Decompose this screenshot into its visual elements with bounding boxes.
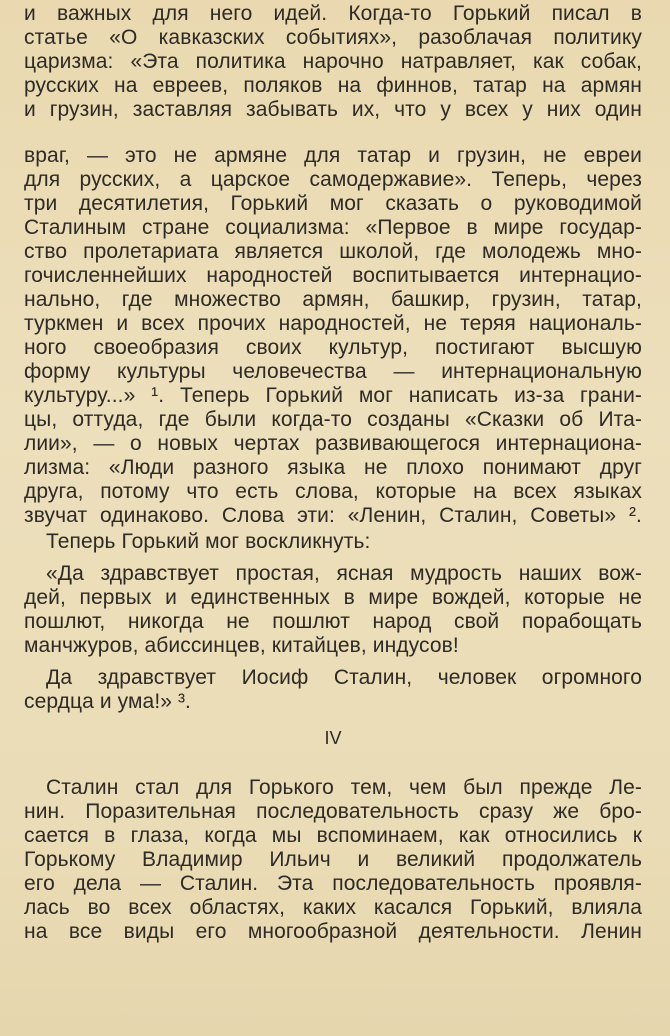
text-line: форму культуры человечества — интернациональную <box>24 360 642 383</box>
quote-line: «Да здравствует простая, ясная мудрость наших вож- <box>46 562 642 585</box>
text-line: царизма: «Эта политика нарочно натравляет, как собак, <box>24 50 642 73</box>
text-line: Сталиным стране социализма: «Первое в мире государ- <box>24 216 642 239</box>
quote-line: дей, первых и единственных в мире вождей, которые не <box>24 586 642 609</box>
text-line: ство пролетариата является школой, где молодежь мно- <box>24 240 642 263</box>
text-line: Горькому Владимир Ильич и великий продолжатель <box>24 848 642 871</box>
text-line: нально, где множество армян, башкир, грузин, татар, <box>24 288 642 311</box>
text-line: цы, оттуда, где были когда-то созданы «Сказки об Ита- <box>24 408 642 431</box>
text-line: три десятилетия, Горький мог сказать о руководимой <box>24 192 642 215</box>
quote-line: пошлют, никогда не пошлют народ свой порабощать <box>24 610 642 633</box>
text-line: и важных для него идей. Когда-то Горький писал в <box>24 2 642 25</box>
text-line: сается в глаза, когда мы вспоминаем, как относились к <box>24 824 642 847</box>
text-line: для русских, а царское самодержавие». Теперь, через <box>24 168 642 191</box>
text-line: и грузин, заставляя забывать их, что у всех у них один <box>24 98 642 121</box>
quote-line: манчжуров, абиссинцев, китайцев, индусов! <box>24 634 459 657</box>
text-line: лизма: «Люди разного языка не плохо понимают друг <box>24 456 642 479</box>
text-line: звучат одинаково. Слова эти: «Ленин, Сталин, Советы» ². <box>24 504 642 527</box>
text-line: статье «О кавказских событиях», разоблачая политику <box>24 26 642 49</box>
quote-line: сердца и ума!» ³. <box>24 690 191 713</box>
section-heading: IV <box>324 728 342 748</box>
text-line: его дела — Сталин. Эта последовательность проявля- <box>24 872 642 895</box>
text-line: культуру...» ¹. Теперь Горький мог написать из-за грани- <box>24 384 642 407</box>
text-line: лии», — о новых чертах развивающегося интернациона- <box>24 432 642 455</box>
text-line: на все виды его многообразной деятельности. Ленин <box>24 920 642 943</box>
text-line: лась во всех областях, каких касался Горький, влияла <box>24 896 642 919</box>
text-line: нин. Поразительная последовательность сразу же бро- <box>24 800 642 823</box>
text-line: Сталин стал для Горького тем, чем был прежде Ле- <box>46 776 642 799</box>
text-line: русских на евреев, поляков на финнов, татар на армян <box>24 74 642 97</box>
text-line: гочисленнейших народностей воспитывается интернацио- <box>24 264 642 287</box>
text-line: друга, потому что есть слова, которые на всех языках <box>24 480 642 503</box>
quote-line: Да здравствует Иосиф Сталин, человек огромного <box>46 666 642 689</box>
text-line: ного своеобразия своих культур, постигают высшую <box>24 336 642 359</box>
text-line: туркмен и всех прочих народностей, не теряя националь- <box>24 312 642 335</box>
text-line: Теперь Горький мог воскликнуть: <box>46 530 371 553</box>
text-line: враг, — это не армяне для татар и грузин, не евреи <box>24 144 642 167</box>
